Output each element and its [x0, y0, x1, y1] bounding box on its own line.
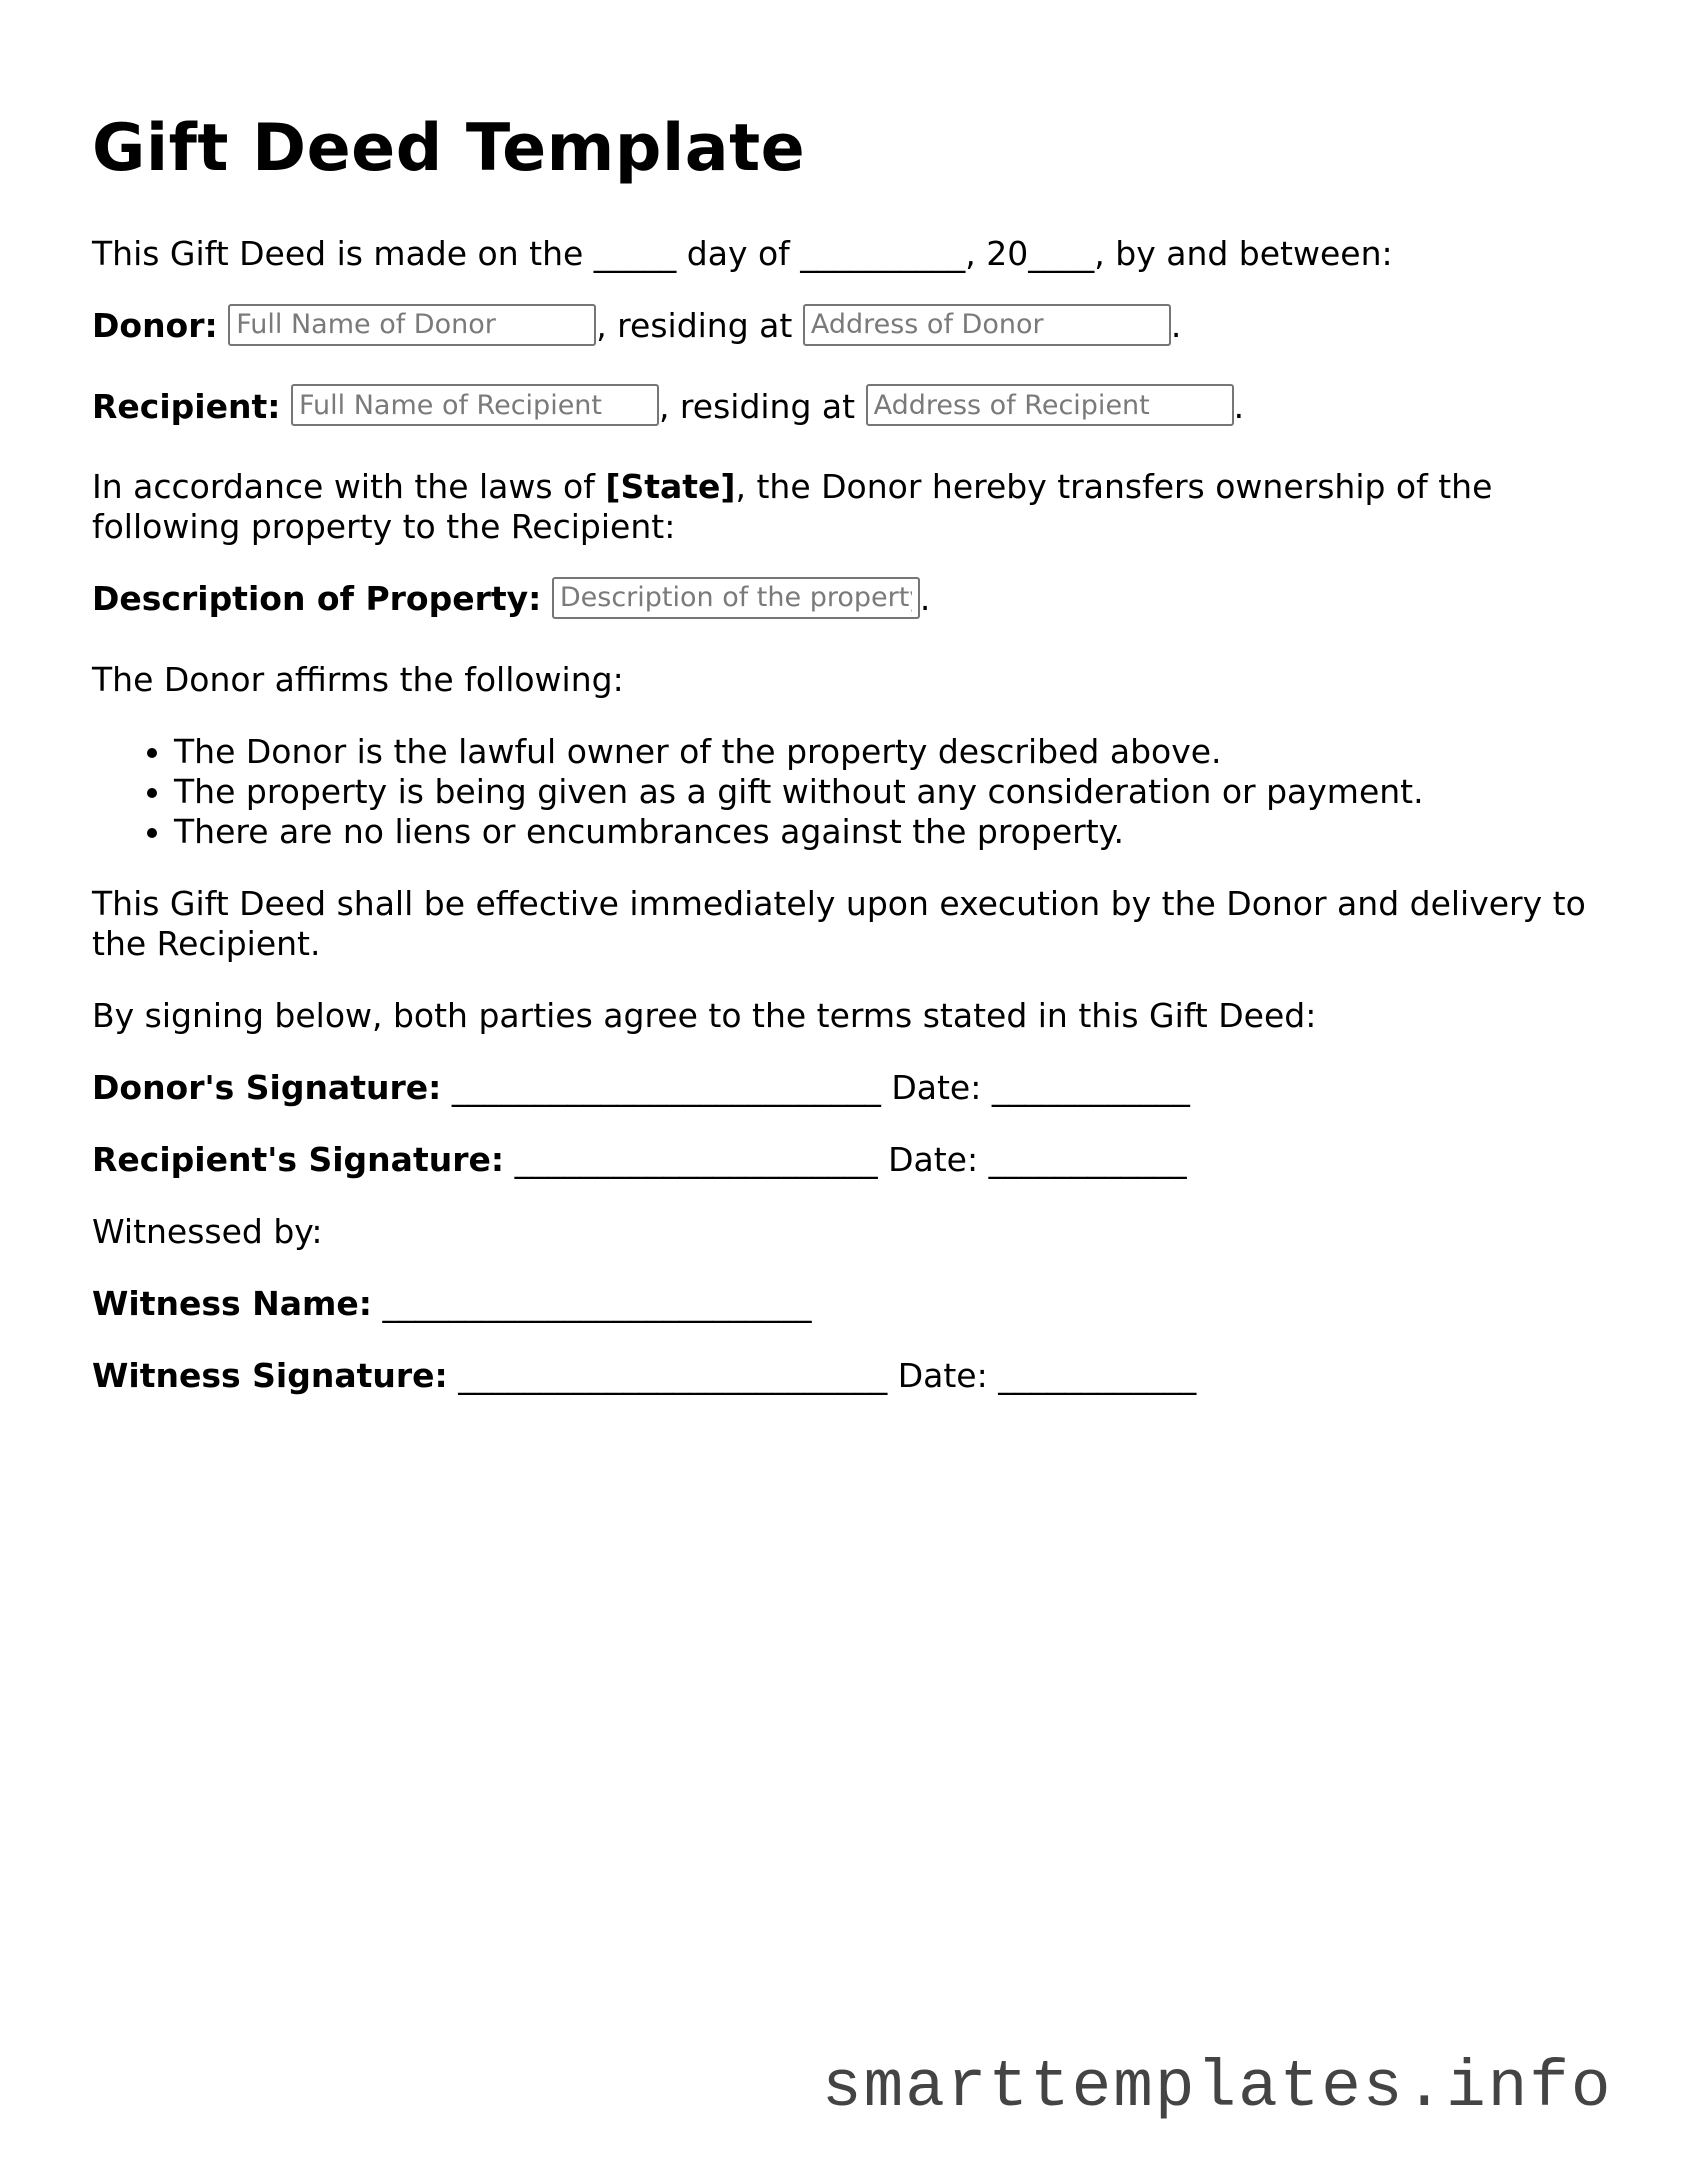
- witness-signature-blank: __________________________: [458, 1355, 888, 1395]
- intro-suffix: , by and between:: [1094, 234, 1393, 273]
- witness-signature-line: [92, 1356, 1612, 1396]
- property-label: Description of Property:: [92, 579, 542, 618]
- month-blank: __________: [800, 234, 966, 273]
- list-item: • The Donor is the lawful owner of the property described above.: [174, 732, 1612, 772]
- recipient-address-input[interactable]: [866, 384, 1234, 426]
- document-page: [92, 110, 1612, 1428]
- donor-name-input[interactable]: [228, 304, 596, 346]
- witness-name-line: [92, 1284, 1612, 1324]
- donor-address-input[interactable]: [803, 304, 1171, 346]
- witness-date-label: Date:: [897, 1355, 988, 1395]
- page-title: Gift Deed Template: [92, 111, 806, 186]
- donor-residing-text: , residing at: [596, 306, 793, 345]
- recipient-row-end: .: [1233, 386, 1245, 426]
- witness-name-label: Witness Name:: [92, 1283, 372, 1323]
- intro-paragraph: [92, 234, 1612, 274]
- year-prefix: , 20: [965, 234, 1029, 273]
- donor-signature-line: [92, 1068, 1612, 1108]
- year-blank: ____: [1028, 234, 1095, 273]
- donor-date-label: Date:: [891, 1067, 982, 1107]
- donor-row: [92, 306, 1612, 349]
- affirm-intro: The Donor affirms the following:: [92, 659, 624, 699]
- witness-signature-label: Witness Signature:: [92, 1355, 448, 1395]
- donor-signature-blank: __________________________: [451, 1067, 881, 1107]
- accordance-paragraph: [92, 467, 1612, 547]
- effective-paragraph: This Gift Deed shall be effective immediately upon execution by the Donor and delivery to the Recipient.: [92, 883, 1586, 963]
- property-row: [92, 579, 1612, 622]
- affirmations-list: [92, 732, 1612, 852]
- recipient-name-input[interactable]: [291, 384, 659, 426]
- recipient-label: Recipient:: [92, 386, 281, 426]
- watermark: smarttemplates.info: [822, 2050, 1613, 2125]
- witness-name-blank: __________________________: [382, 1283, 812, 1323]
- intro-prefix: This Gift Deed is made on the: [92, 234, 584, 273]
- state-placeholder: [State]: [605, 467, 736, 506]
- property-description-input[interactable]: [552, 577, 920, 619]
- list-item: • The property is being given as a gift without any consideration or payment.: [174, 772, 1612, 812]
- donor-label: Donor:: [92, 306, 218, 345]
- witness-date-blank: ____________: [998, 1355, 1197, 1395]
- recipient-residing-text: , residing at: [658, 386, 856, 426]
- recipient-signature-blank: ______________________: [514, 1139, 878, 1179]
- recipient-row: [92, 387, 1612, 430]
- list-item: • There are no liens or encumbrances against the property.: [174, 812, 1612, 852]
- property-row-end: .: [919, 579, 931, 618]
- day-blank: _____: [593, 234, 677, 273]
- donor-date-blank: ____________: [991, 1067, 1190, 1107]
- day-of-text: day of: [686, 234, 790, 273]
- accordance-suffix: , the Donor hereby transfers ownership of the following property to the Recipient:: [92, 467, 1493, 546]
- recipient-date-label: Date:: [888, 1139, 979, 1179]
- recipient-signature-label: Recipient's Signature:: [92, 1139, 505, 1179]
- accordance-prefix: In accordance with the laws of: [92, 467, 595, 506]
- recipient-date-blank: ____________: [988, 1139, 1187, 1179]
- donor-signature-label: Donor's Signature:: [92, 1067, 442, 1107]
- recipient-signature-line: [92, 1140, 1612, 1180]
- signing-intro: By signing below, both parties agree to the terms stated in this Gift Deed:: [92, 995, 1317, 1035]
- donor-row-end: .: [1170, 306, 1182, 345]
- witnessed-by: Witnessed by:: [92, 1211, 323, 1251]
